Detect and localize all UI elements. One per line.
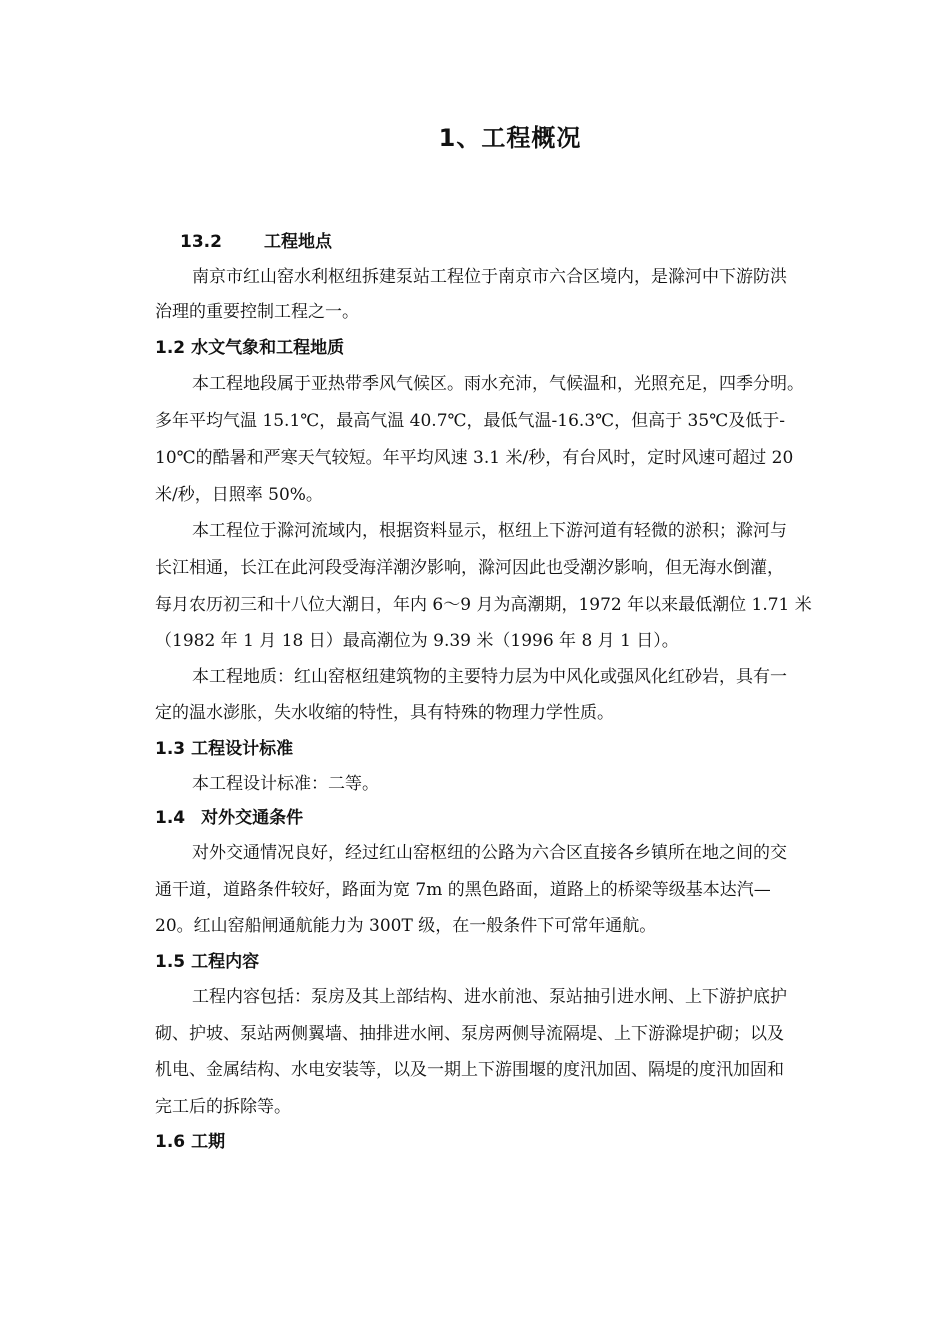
section-heading-transport <box>155 803 303 828</box>
section-heading-schedule <box>155 1127 225 1152</box>
section-number: 13.2 <box>180 232 222 252</box>
section-number: 1.6 <box>155 1132 186 1152</box>
section-heading-design-standard <box>155 734 293 759</box>
paragraph-line: 本工程地段属于亚热带季风气候区。雨水充沛，气候温和，光照充足，四季分明。 <box>192 374 804 394</box>
paragraph-line: 长江相通，长江在此河段受海洋潮汐影响，滁河因此也受潮汐影响，但无海水倒灌， <box>155 558 784 578</box>
paragraph-line: 20。红山窑船闸通航能力为 300T 级，在一般条件下可常年通航。 <box>155 916 657 936</box>
paragraph-line: 米/秒，日照率 50%。 <box>155 485 323 505</box>
section-heading-scope <box>155 947 259 972</box>
page-title: 1、工程概况 <box>438 124 582 152</box>
paragraph-line: 定的温水澎胀，失水收缩的特性，具有特殊的物理力学性质。 <box>155 703 614 723</box>
section-title: 工程内容 <box>191 952 260 972</box>
paragraph-line: 南京市红山窑水利枢纽拆建泵站工程位于南京市六合区境内，是滁河中下游防洪 <box>192 267 787 287</box>
section-number: 1.3 <box>155 739 186 759</box>
section-number: 1.2 <box>155 338 186 358</box>
section-title: 工程地点 <box>263 232 332 252</box>
section-title: 工期 <box>191 1132 226 1152</box>
section-number: 1.5 <box>155 952 186 972</box>
paragraph-line: 机电、金属结构、水电安装等，以及一期上下游围堰的度汛加固、隔堤的度汛加固和 <box>155 1060 784 1080</box>
section-heading-location <box>180 227 332 252</box>
paragraph-line: 本工程位于滁河流域内，根据资料显示，枢纽上下游河道有轻微的淤积；滁河与 <box>192 521 787 541</box>
section-title: 水文气象和工程地质 <box>191 338 345 358</box>
paragraph-line: 本工程设计标准：二等。 <box>192 774 379 794</box>
paragraph-line: 治理的重要控制工程之一。 <box>155 302 359 322</box>
section-number: 1.4 <box>155 808 186 828</box>
paragraph-line: 多年平均气温 15.1℃，最高气温 40.7℃，最低气温-16.3℃，但高于 35℃及低于- <box>155 411 785 431</box>
paragraph-line: 砌、护坡、泵站两侧翼墙、抽排进水闸、泵房两侧导流隔堤、上下游滁堤护砌；以及 <box>155 1024 784 1044</box>
paragraph-line: 本工程地质：红山窑枢纽建筑物的主要特力层为中风化或强风化红砂岩，具有一 <box>192 667 787 687</box>
paragraph-line: 每月农历初三和十八位大潮日，年内 6～9 月为高潮期，1972 年以来最低潮位 1.71 米 <box>155 595 812 615</box>
paragraph-line: 工程内容包括：泵房及其上部结构、进水前池、泵站抽引进水闸、上下游护底护 <box>192 987 787 1007</box>
section-title: 对外交通条件 <box>201 808 304 828</box>
paragraph-line: （1982 年 1 月 18 日）最高潮位为 9.39 米（1996 年 8 月 1 日）。 <box>155 631 679 651</box>
paragraph-line: 10℃的酷暑和严寒天气较短。年平均风速 3.1 米/秒，有台风时，定时风速可超过 20 <box>155 448 794 468</box>
paragraph-line: 通干道，道路条件较好，路面为宽 7m 的黑色路面，道路上的桥梁等级基本达汽— <box>155 880 771 900</box>
section-title: 工程设计标准 <box>191 739 294 759</box>
paragraph-line: 对外交通情况良好，经过红山窑枢纽的公路为六合区直接各乡镇所在地之间的交 <box>192 843 787 863</box>
section-heading-hydrology <box>155 333 344 358</box>
paragraph-line: 完工后的拆除等。 <box>155 1097 291 1117</box>
